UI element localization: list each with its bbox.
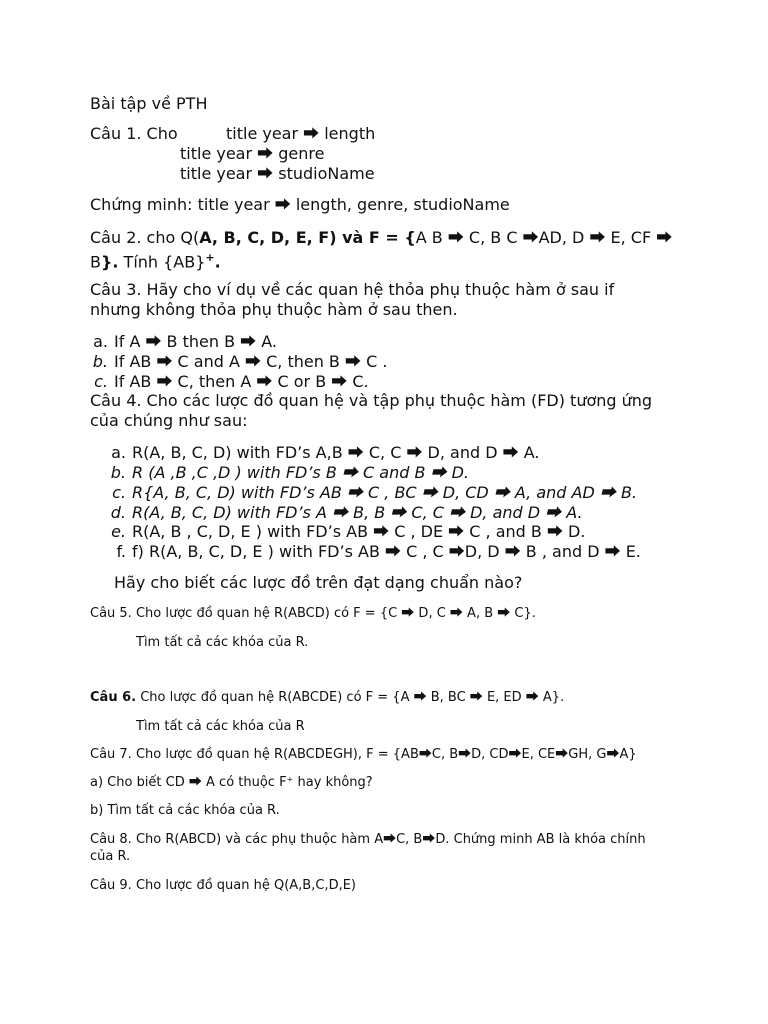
q4-item-e [108,522,585,542]
q4-item-a-mark: a. [111,443,126,462]
q1-fd2: title year ⮕ genre [180,144,325,163]
q2-line1 [90,228,672,248]
q1-fd1: title year ⮕ length [226,124,376,143]
q7-b: b) Tìm tất cả các khóa của R. [90,803,280,818]
q8-line1: Câu 8. Cho R(ABCD) và các phụ thuộc hàm A⮕C, B⮕D. Chứng minh AB là khóa chính [90,832,646,847]
q2-part8: . [214,252,221,272]
q3-item-b [90,352,387,372]
q4-item-f-text: f) R(A, B, C, D, E ) with FD’s AB ⮕ C , C ⮕D, D ⮕ B , and D ⮕ E. [132,542,641,561]
q3-item-a-mark: a. [93,332,108,351]
q2-part7: + [205,251,215,264]
q3-line1: Câu 3. Hãy cho ví dụ về các quan hệ thỏa phụ thuộc hàm ở sau if [90,280,615,299]
q4-item-b-text: R (A ,B ,C ,D ) with FD’s B ⮕ C and B ⮕ D. [132,463,470,482]
q9-line1: Câu 9. Cho lược đồ quan hệ Q(A,B,C,D,E) [90,878,356,893]
q1-label: Câu 1. Cho [90,124,178,143]
q4-item-a-text: R(A, B, C, D) with FD’s A,B ⮕ C, C ⮕ D, and D ⮕ A. [132,443,540,462]
q4-item-d-text: R(A, B, C, D) with FD’s A ⮕ B, B ⮕ C, C ⮕ D, and D ⮕ A. [132,503,583,522]
q7-line1: Câu 7. Cho lược đồ quan hệ R(ABCDEGH), F = {AB⮕C, B⮕D, CD⮕E, CE⮕GH, G⮕A} [90,747,637,762]
q4-item-c [108,483,637,503]
q4-question: Hãy cho biết các lược đồ trên đạt dạng chuẩn nào? [114,573,523,592]
q3-item-a-text: If A ⮕ B then B ⮕ A. [114,332,278,351]
q5-line1: Câu 5. Cho lược đồ quan hệ R(ABCD) có F = {C ⮕ D, C ⮕ A, B ⮕ C}. [90,606,536,621]
q3-item-c-text: If AB ⮕ C, then A ⮕ C or B ⮕ C. [114,372,369,391]
q3-item-b-text: If AB ⮕ C and A ⮕ C, then B ⮕ C . [114,352,388,371]
q4-item-b-mark: b. [110,463,126,482]
q6-label: Câu 6. [90,690,137,705]
q7-a: a) Cho biết CD ⮕ A có thuộc F⁺ hay không? [90,775,373,790]
q2-line2 [90,248,221,272]
q3-item-a [90,332,277,352]
q1-prove: Chứng minh: title year ⮕ length, genre, studioName [90,195,510,214]
q4-item-d-mark: d. [110,503,126,522]
q2-part5: }. [100,252,119,272]
q2-part6: Tính {AB} [118,252,206,272]
doc-title: Bài tập về PTH [90,94,208,113]
q4-line2: của chúng như sau: [90,411,248,430]
q2-part3: A B ⮕ C, B C ⮕AD, D ⮕ E, CF ⮕ [415,228,673,247]
q4-item-b [108,463,469,483]
q4-item-c-text: R{A, B, C, D) with FD’s AB ⮕ C , BC ⮕ D, CD ⮕ A, and AD ⮕ B. [132,483,638,502]
q4-line1: Câu 4. Cho các lược đồ quan hệ và tập phụ thuộc hàm (FD) tương ứng [90,391,653,410]
q6-text: Cho lược đồ quan hệ R(ABCDE) có F = {A ⮕ B, BC ⮕ E, ED ⮕ A}. [136,690,565,705]
q2-part1: Câu 2. cho Q( [90,228,200,247]
q6-line2: Tìm tất cả các khóa của R [136,719,305,734]
q1-fd3: title year ⮕ studioName [180,164,375,183]
q5-line2: Tìm tất cả các khóa của R. [136,635,309,650]
q2-part2: A, B, C, D, E, F) và F = { [199,228,416,247]
q3-line2: nhưng không thỏa phụ thuộc hàm ở sau then. [90,300,458,319]
q8-line2: của R. [90,849,131,864]
q4-item-f [108,542,641,562]
q3-item-b-mark: b. [92,352,108,371]
q4-item-e-mark: e. [111,522,126,541]
q4-item-f-mark: f. [116,542,126,561]
q4-item-e-text: R(A, B , C, D, E ) with FD’s AB ⮕ C , DE ⮕ C , and B ⮕ D. [132,522,586,541]
q4-item-c-mark: c. [112,483,126,502]
q4-item-d [108,503,583,523]
q4-item-a [108,443,539,463]
q3-item-c [90,372,369,392]
q3-item-c-mark: c. [94,372,108,391]
q6-line1 [90,689,564,706]
q2-part4: B [90,252,101,272]
